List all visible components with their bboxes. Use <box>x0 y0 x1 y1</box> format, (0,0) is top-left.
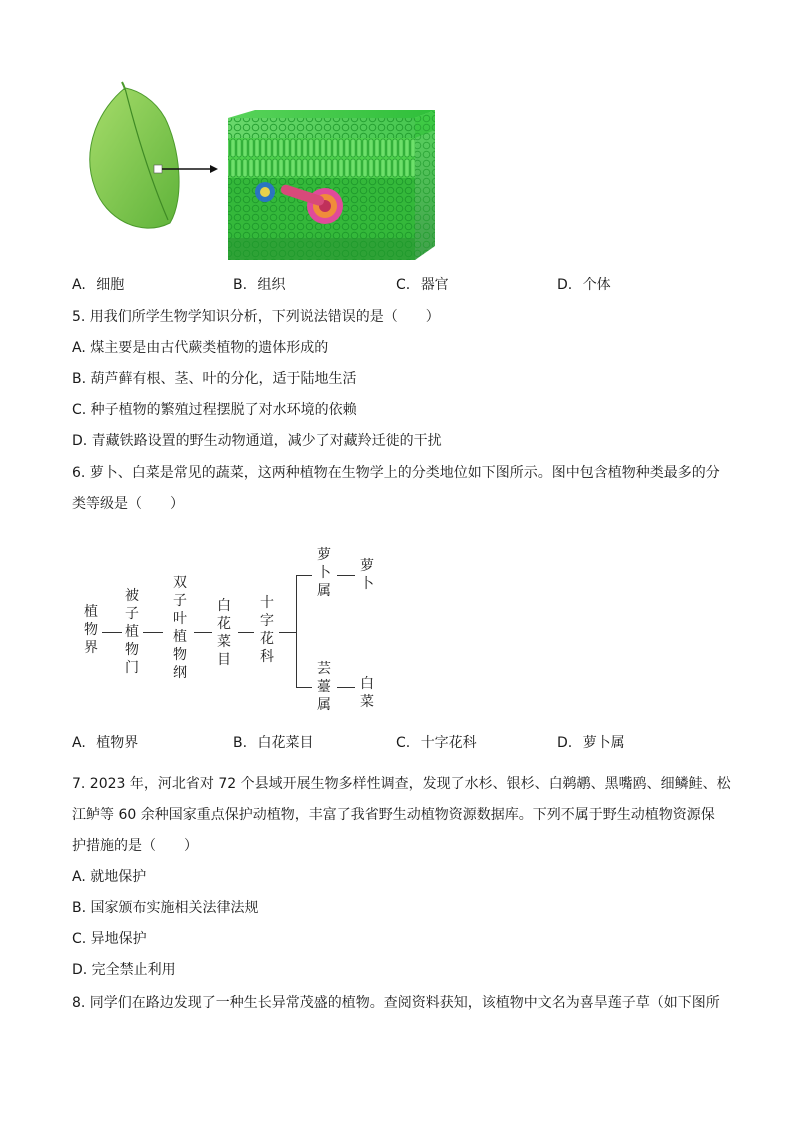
tree-connector <box>337 687 355 688</box>
option-text: 萝卜属 <box>582 735 625 751</box>
tree-connector <box>296 687 312 688</box>
option-text: 个体 <box>582 277 611 293</box>
option-text: 组织 <box>257 277 286 293</box>
tree-node-species-cabbage: 白菜 <box>360 676 374 710</box>
q4-option-d[interactable] <box>557 275 611 295</box>
tree-connector <box>102 632 122 633</box>
tree-connector <box>296 575 312 576</box>
tree-node-family: 十字花科 <box>260 595 274 665</box>
option-letter: D. <box>557 277 573 293</box>
option-text: 十字花科 <box>420 735 477 751</box>
option-letter: A. <box>72 277 86 293</box>
q7-option-c[interactable]: C. 异地保护 <box>72 931 147 947</box>
q7-option-a[interactable]: A. 就地保护 <box>72 869 147 885</box>
tree-node-species-radish: 萝卜 <box>360 558 374 592</box>
leaf-figure <box>80 78 440 268</box>
q6-option-a[interactable] <box>72 733 138 753</box>
q4-option-c[interactable] <box>396 275 449 295</box>
q5-option-a[interactable]: A. 煤主要是由古代蕨类植物的遗体形成的 <box>72 340 329 356</box>
q5-option-c[interactable]: C. 种子植物的繁殖过程摆脱了对水环境的依赖 <box>72 402 357 418</box>
q7-option-b[interactable]: B. 国家颁布实施相关法律法规 <box>72 900 259 916</box>
option-letter: C. <box>396 735 411 751</box>
tissue-block <box>228 110 435 260</box>
tree-connector <box>143 632 163 633</box>
q5-option-b[interactable]: B. 葫芦藓有根、茎、叶的分化，适于陆地生活 <box>72 371 357 387</box>
q7-stem-line-1: 7. 2023 年，河北省对 72 个县域开展生物多样性调查，发现了水杉、银杉、白鹈鹕、黑嘴鸥、细鳞鲑、松 <box>72 776 731 792</box>
q4-option-b[interactable] <box>233 275 286 295</box>
tree-node-phylum: 被子植物门 <box>125 588 139 676</box>
tree-connector <box>238 632 254 633</box>
option-text: 细胞 <box>96 277 125 293</box>
leaf-cross-section-illustration <box>80 78 440 268</box>
q6-stem-line-2: 类等级是（ ） <box>72 496 184 512</box>
tree-node-class: 双子叶植物纲 <box>173 575 187 681</box>
q6-option-b[interactable] <box>233 733 314 753</box>
option-letter: B. <box>233 735 248 751</box>
tree-connector <box>337 575 355 576</box>
q5-stem: 5. 用我们所学生物学知识分析，下列说法错误的是（ ） <box>72 309 440 325</box>
q7-stem-line-3: 护措施的是（ ） <box>72 838 198 854</box>
tree-node-genus-brassica: 芸薹属 <box>317 661 331 713</box>
tree-connector <box>194 632 212 633</box>
q5-option-d[interactable]: D. 青藏铁路设置的野生动物通道，减少了对藏羚迁徙的干扰 <box>72 433 442 449</box>
leaf-shape <box>90 82 179 228</box>
q7-stem-line-2: 江鲈等 60 余种国家重点保护动植物，丰富了我省野生动植物资源数据库。下列不属于野生动植物资源保 <box>72 807 715 823</box>
tree-node-genus-radish: 萝卜属 <box>317 547 331 599</box>
q8-stem-line-1: 8. 同学们在路边发现了一种生长异常茂盛的植物。查阅资料获知，该植物中文名为喜旱莲子草（如下图所 <box>72 995 720 1011</box>
option-text: 器官 <box>420 277 449 293</box>
q7-option-d[interactable]: D. 完全禁止利用 <box>72 962 176 978</box>
option-letter: A. <box>72 735 86 751</box>
q6-stem-line-1: 6. 萝卜、白菜是常见的蔬菜，这两种植物在生物学上的分类地位如下图所示。图中包含植物种类最多的分 <box>72 465 720 481</box>
option-letter: C. <box>396 277 411 293</box>
q6-option-c[interactable] <box>396 733 477 753</box>
q4-option-a[interactable] <box>72 275 124 295</box>
tree-node-kingdom: 植物界 <box>84 604 98 656</box>
option-letter: B. <box>233 277 248 293</box>
option-letter: D. <box>557 735 573 751</box>
option-text: 白花菜目 <box>257 735 314 751</box>
q6-option-d[interactable] <box>557 733 625 753</box>
tree-branch <box>296 575 297 687</box>
tree-node-order: 白花菜目 <box>217 598 231 668</box>
option-text: 植物界 <box>96 735 139 751</box>
tree-connector <box>279 632 296 633</box>
